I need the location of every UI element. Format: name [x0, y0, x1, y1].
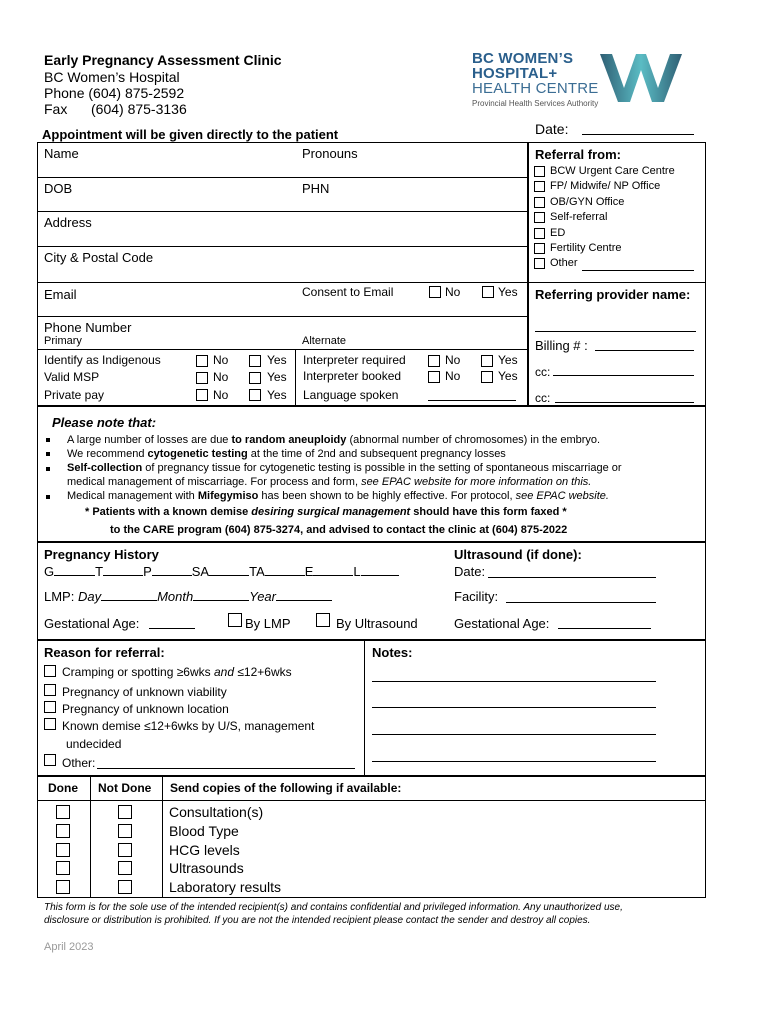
language-field[interactable]: [428, 400, 516, 401]
g-field[interactable]: [54, 564, 95, 576]
reason-title: Reason for referral:: [44, 645, 165, 660]
row-divider: [37, 349, 528, 350]
copy-done-checkbox[interactable]: [56, 880, 70, 894]
referral-option-checkbox[interactable]: [534, 212, 545, 223]
indigenous-no-label: No: [213, 353, 229, 367]
copy-done-checkbox[interactable]: [56, 861, 70, 875]
reason-cramping-label: [62, 665, 292, 679]
l-field[interactable]: [361, 564, 399, 576]
city-label: City & Postal Code: [44, 250, 154, 265]
indigenous-yes-label: Yes: [267, 353, 287, 367]
col-divider: [90, 776, 91, 898]
month-label: Month: [157, 589, 194, 604]
note-4-bold: Mifegymiso: [197, 490, 259, 502]
interp-required-no-label: No: [445, 353, 461, 367]
cc1-label: cc:: [535, 365, 551, 379]
row-divider: [37, 211, 528, 212]
by-ultrasound-label: By Ultrasound: [336, 616, 418, 631]
form-date: April 2023: [44, 941, 94, 953]
interp-required-yes-checkbox[interactable]: [481, 355, 493, 367]
referral-option-checkbox[interactable]: [534, 243, 545, 254]
reason-unknown-location-checkbox[interactable]: [44, 701, 56, 713]
note-4-text: Medical management with: [67, 490, 198, 502]
note-1-text-end: (abnormal number of chromosomes) in the embryo.: [346, 434, 601, 446]
copy-not-done-checkbox[interactable]: [118, 843, 132, 857]
dob-label: DOB: [44, 181, 73, 196]
us-date-label: Date:: [454, 564, 486, 579]
private-pay-label: Private pay: [44, 388, 105, 402]
fax-notice: [85, 506, 567, 518]
logo-line-2: HOSPITAL+: [472, 65, 558, 82]
confidentiality-line-1: This form is for the sole use of the intended recipient(s) and contains confidential and privileged information. Any unauthorized use,: [44, 902, 623, 913]
note-4-italic: see EPAC website.: [515, 490, 609, 502]
msp-yes-label: Yes: [267, 370, 287, 384]
fax-notice-line-2: to the CARE program (604) 875-3274, and advised to contact the clinic at (604) 875-2022: [110, 524, 568, 536]
bullet-icon: [46, 438, 50, 442]
private-pay-no-checkbox[interactable]: [196, 389, 208, 401]
referral-option-label: OB/GYN Office: [550, 195, 625, 208]
reason-unknown-viability-label: Pregnancy of unknown viability: [62, 685, 227, 699]
consent-yes-checkbox[interactable]: [482, 286, 494, 298]
copy-not-done-checkbox[interactable]: [118, 805, 132, 819]
referring-provider-label: Referring provider name:: [535, 287, 691, 302]
interp-booked-no-checkbox[interactable]: [428, 371, 440, 383]
language-spoken-label: Language spoken: [303, 388, 399, 402]
ultrasound-title: Ultrasound (if done):: [454, 547, 582, 562]
done-header: Done: [48, 781, 78, 795]
note-3-line-2: [67, 476, 591, 488]
col-divider: [295, 349, 296, 406]
notes-line-4[interactable]: [372, 761, 656, 762]
ta-label: TA: [249, 564, 265, 579]
indigenous-label: Identify as Indigenous: [44, 353, 161, 367]
interp-booked-yes-checkbox[interactable]: [481, 371, 493, 383]
lmp-day-field[interactable]: [101, 589, 157, 601]
referral-option-label: FP/ Midwife/ NP Office: [550, 180, 661, 193]
reason-known-demise-checkbox[interactable]: [44, 718, 56, 730]
copy-item-label: Blood Type: [169, 822, 239, 839]
reason-unknown-viability-checkbox[interactable]: [44, 684, 56, 696]
interp-required-yes-label: Yes: [498, 353, 518, 367]
by-ultrasound-checkbox[interactable]: [316, 613, 330, 627]
date-field[interactable]: [582, 134, 694, 135]
referral-option-label: BCW Urgent Care Centre: [550, 165, 675, 177]
row-divider: [528, 282, 706, 283]
msp-yes-checkbox[interactable]: [249, 372, 261, 384]
row-divider: [37, 800, 706, 801]
valid-msp-label: Valid MSP: [44, 370, 100, 384]
not-done-header: Not Done: [98, 781, 152, 795]
interpreter-required-label: Interpreter required: [303, 353, 406, 367]
bullet-icon: [46, 467, 50, 471]
indigenous-no-checkbox[interactable]: [196, 355, 208, 367]
note-4-text-mid: has been shown to be highly effective. For protocol,: [258, 490, 516, 502]
note-3-line2-text: medical management of miscarriage. For process and form,: [67, 476, 362, 488]
logo-line-1: BC WOMEN’S: [472, 50, 574, 67]
reason-known-demise-label: Known demise ≤12+6wks by U/S, management: [62, 719, 315, 733]
lmp-year-field[interactable]: [276, 589, 332, 601]
indigenous-yes-checkbox[interactable]: [249, 355, 261, 367]
reason-other-field[interactable]: [97, 768, 355, 769]
private-pay-yes-checkbox[interactable]: [249, 389, 261, 401]
pregnancy-history-title: Pregnancy History: [44, 547, 159, 562]
referral-other-field[interactable]: [582, 270, 694, 271]
consent-no-checkbox[interactable]: [429, 286, 441, 298]
billing-field[interactable]: [595, 350, 694, 351]
us-gest-age-field[interactable]: [558, 628, 651, 629]
referring-provider-field[interactable]: [535, 331, 696, 332]
by-lmp-checkbox[interactable]: [228, 613, 242, 627]
note-4: [67, 490, 609, 502]
phone-number-label: Phone Number: [44, 320, 132, 335]
referral-option-label: Self-referral: [550, 211, 608, 224]
name-label: Name: [44, 146, 79, 161]
referral-option-label: ED: [550, 226, 566, 239]
lmp-month-field[interactable]: [193, 589, 249, 601]
msp-no-label: No: [213, 370, 229, 384]
row-divider: [37, 246, 528, 247]
referral-option-label: Fertility Centre: [550, 242, 622, 254]
reason-cramping-and: and: [213, 665, 235, 679]
logo-sub: Provincial Health Services Authority: [472, 99, 599, 108]
private-pay-no-label: No: [213, 388, 229, 402]
phn-label: PHN: [302, 181, 330, 196]
g-label: G: [44, 564, 55, 579]
us-gest-age-label: Gestational Age:: [454, 616, 550, 631]
p-label: P: [143, 564, 152, 579]
copy-item-label: Ultrasounds: [169, 860, 244, 877]
gest-age-field[interactable]: [149, 628, 195, 629]
bullet-icon: [46, 495, 50, 499]
lmp-label: LMP:: [44, 589, 75, 604]
pronouns-label: Pronouns: [302, 146, 358, 161]
cc2-field[interactable]: [555, 402, 694, 403]
note-3: [67, 462, 622, 474]
date-label: Date:: [535, 121, 569, 137]
fax-notice-text-end: should have this form faxed *: [410, 506, 567, 518]
fax-notice-italic: desiring surgical management: [251, 506, 411, 518]
note-3-line2-italic: see EPAC website for more information on this.: [361, 476, 592, 488]
sa-field[interactable]: [209, 564, 249, 576]
e-field[interactable]: [313, 564, 353, 576]
interpreter-booked-label: Interpreter booked: [303, 369, 402, 383]
confidentiality-line-2: disclosure or distribution is prohibited. If you are not the intended recipient please contact the sender and destroy all copies.: [44, 915, 591, 926]
reason-cramping-text-end: ≤12+6wks: [234, 665, 292, 679]
gest-age-label: Gestational Age:: [44, 616, 140, 631]
col-divider: [364, 640, 365, 776]
clinic-fax-label: Fax: [44, 101, 68, 117]
copy-done-checkbox[interactable]: [56, 843, 70, 857]
us-facility-label: Facility:: [454, 589, 499, 604]
gtpal-row: [44, 564, 399, 579]
consent-email-label: Consent to Email: [302, 285, 394, 299]
note-2-text: We recommend: [67, 448, 148, 460]
referral-option-checkbox[interactable]: [534, 228, 545, 239]
note-3-text: of pregnancy tissue for cytogenetic testing is possible in the setting of spontaneous miscarriage or: [142, 462, 622, 474]
interp-required-no-checkbox[interactable]: [428, 355, 440, 367]
copy-not-done-checkbox[interactable]: [118, 861, 132, 875]
hospital-name: BC Women’s Hospital: [44, 69, 180, 85]
row-divider: [37, 282, 528, 283]
note-2-text-end: at the time of 2nd and subsequent pregnancy losses: [247, 448, 506, 460]
sa-label: SA: [191, 564, 210, 579]
copy-item-label: Consultation(s): [169, 804, 264, 820]
copy-done-checkbox[interactable]: [56, 805, 70, 819]
t-label: T: [95, 564, 104, 579]
billing-label: Billing # :: [535, 338, 588, 353]
row-divider: [37, 177, 528, 178]
clinic-fax-number: (604) 875-3136: [91, 101, 187, 117]
cc2-label: cc:: [535, 391, 551, 405]
note-2-bold: cytogenetic testing: [147, 448, 248, 460]
note-1-text: A large number of losses are due: [67, 434, 232, 446]
copy-done-checkbox[interactable]: [56, 824, 70, 838]
copy-item-label: HCG levels: [169, 841, 240, 858]
reason-cramping-text: Cramping or spotting ≥6wks: [62, 665, 214, 679]
private-pay-yes-label: Yes: [267, 388, 287, 402]
day-label: Day: [77, 589, 102, 604]
logo-w-mark-icon: [600, 54, 682, 102]
l-label: L: [353, 564, 361, 579]
note-1: [67, 434, 600, 446]
note-3-bold: Self-collection: [67, 462, 143, 474]
referral-option-checkbox[interactable]: [534, 181, 545, 192]
year-label: Year: [249, 589, 276, 604]
p-field[interactable]: [152, 564, 192, 576]
ta-field[interactable]: [265, 564, 305, 576]
notes-line-3[interactable]: [372, 734, 656, 735]
clinic-phone: Phone (604) 875-2592: [44, 85, 185, 101]
copy-not-done-checkbox[interactable]: [118, 880, 132, 894]
reason-known-demise-label-2: undecided: [66, 737, 122, 751]
address-label: Address: [44, 215, 92, 230]
row-divider: [37, 316, 528, 317]
interp-booked-yes-label: Yes: [498, 369, 518, 383]
consent-yes-label: Yes: [498, 285, 518, 299]
by-lmp-label: By LMP: [245, 616, 291, 631]
reason-cramping-checkbox[interactable]: [44, 665, 56, 677]
notes-title: Notes:: [372, 645, 413, 660]
col-divider: [162, 776, 163, 898]
clinic-title: Early Pregnancy Assessment Clinic: [44, 52, 282, 68]
referral-option-checkbox[interactable]: [534, 258, 545, 269]
lmp-row: [44, 589, 332, 604]
t-field[interactable]: [103, 564, 143, 576]
us-date-field[interactable]: [488, 577, 656, 578]
referral-option-label: Other: [550, 257, 578, 270]
copies-title: Send copies of the following if available:: [170, 781, 402, 795]
please-note-title: Please note that:: [52, 415, 157, 430]
fax-notice-text: * Patients with a known demise: [85, 506, 252, 518]
appointment-note: Appointment will be given directly to the patient: [42, 127, 339, 142]
referral-title: Referral from:: [535, 147, 621, 162]
us-facility-field[interactable]: [506, 602, 656, 603]
logo-line-3: HEALTH CENTRE: [472, 80, 599, 97]
bullet-icon: [46, 452, 50, 456]
e-label: E: [304, 564, 314, 579]
copy-not-done-checkbox[interactable]: [118, 824, 132, 838]
copy-item-label: Laboratory results: [169, 879, 282, 896]
notes-line-1[interactable]: [372, 681, 656, 682]
email-label: Email: [44, 287, 77, 302]
referral-option-checkbox[interactable]: [534, 197, 545, 208]
cc1-field[interactable]: [553, 375, 694, 376]
reason-unknown-location-label: Pregnancy of unknown location: [62, 702, 229, 716]
interp-booked-no-label: No: [445, 369, 461, 383]
hospital-logo: [472, 51, 599, 108]
consent-no-label: No: [445, 285, 461, 299]
alternate-label: Alternate: [302, 335, 347, 347]
referral-option-checkbox[interactable]: [534, 166, 545, 177]
note-1-bold: to random aneuploidy: [231, 434, 347, 446]
notes-line-2[interactable]: [372, 707, 656, 708]
note-2: [67, 448, 506, 460]
reason-other-checkbox[interactable]: [44, 754, 56, 766]
msp-no-checkbox[interactable]: [196, 372, 208, 384]
primary-label: Primary: [44, 335, 82, 347]
reason-other-label: Other:: [62, 756, 96, 770]
